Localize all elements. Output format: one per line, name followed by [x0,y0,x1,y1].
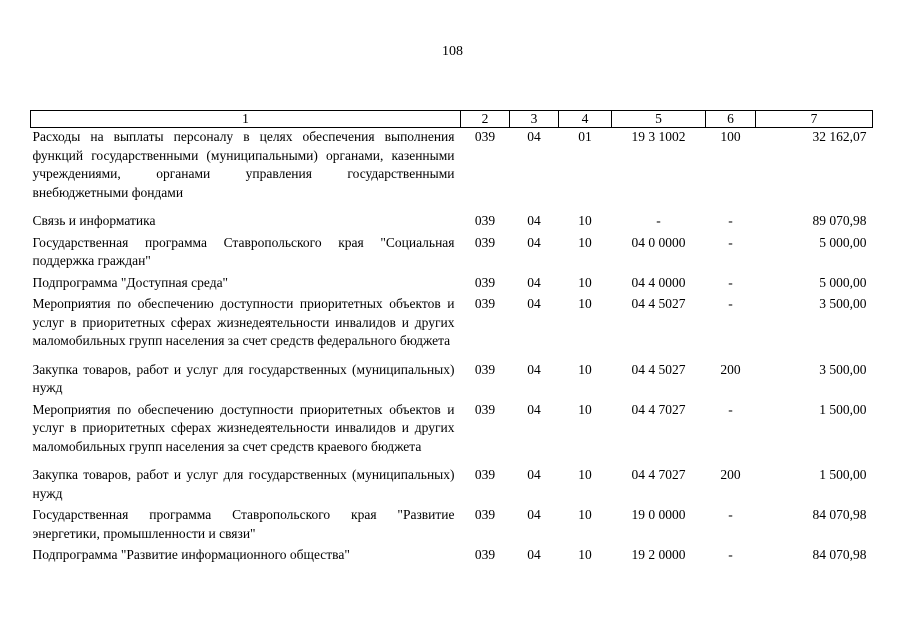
row-code-subsection: 10 [578,401,592,417]
row-code-section: 04 [527,274,541,290]
row-code-section: 04 [527,361,541,377]
row-name: Расходы на выплаты персоналу в целях обеспечения выполнения функций государственными (муниципальными) органами, казенными учреждениями, органами управления государственными внебюджетными фондами [32,129,455,200]
row-amount: 1 500,00 [819,401,867,417]
row-code-section: 04 [527,213,541,228]
row-name: Подпрограмма "Доступная среда" [32,274,229,290]
row-amount: 3 500,00 [819,361,867,377]
row-code-expense-type: - [728,234,733,250]
table-row [31,361,873,401]
row-code-subsection: 10 [578,507,592,522]
row-code-section: 04 [527,296,541,311]
row-code-expense-type: - [728,401,733,417]
table-row [31,295,873,361]
row-code-ministry: 039 [474,547,496,562]
column-header-1: 1 [31,111,461,128]
row-code-section: 04 [527,467,541,482]
row-amount: 32 162,07 [812,129,867,144]
row-name: Закупка товаров, работ и услуг для государственных (муниципальных) нужд [32,361,455,395]
table-row [31,466,873,506]
row-code-subsection: 01 [578,129,592,144]
row-code-subsection: 10 [578,234,592,250]
row-code-ministry: 039 [474,129,496,144]
row-code-target: 04 4 7027 [631,401,686,417]
row-code-target: 04 0 0000 [631,234,686,250]
budget-table [30,110,873,568]
row-amount: 84 070,98 [812,507,867,522]
column-header-6: 6 [706,111,756,128]
row-name: Связь и информатика [32,213,156,228]
row-code-expense-type: 200 [720,467,741,482]
row-code-target: 04 4 5027 [631,296,686,311]
row-code-subsection: 10 [578,547,592,562]
row-code-ministry: 039 [474,213,496,228]
row-code-subsection: 10 [578,213,592,228]
column-header-2: 2 [461,111,510,128]
row-code-target: 04 4 5027 [631,361,686,377]
row-code-section: 04 [527,547,541,562]
row-code-target: 04 4 0000 [631,274,686,290]
row-amount: 1 500,00 [819,467,867,482]
row-code-ministry: 039 [474,234,496,250]
row-amount: 5 000,00 [819,234,867,250]
row-name: Государственная программа Ставропольского края "Развитие энергетики, промышленности и связи" [32,507,455,541]
row-amount: 89 070,98 [812,213,867,228]
row-code-ministry: 039 [474,467,496,482]
row-code-ministry: 039 [474,507,496,522]
row-name: Мероприятия по обеспечению доступности приоритетных объектов и услуг в приоритетных сферах жизнедеятельности инвалидов и других маломобильных групп населения за счет средств федерального бюджета [32,296,455,348]
row-code-expense-type: - [728,296,733,311]
row-code-expense-type: - [728,213,733,228]
table-row [31,506,873,546]
row-code-expense-type: - [728,507,733,522]
row-code-target: - [656,213,661,228]
table-row [31,401,873,467]
column-header-7: 7 [756,111,873,128]
row-code-subsection: 10 [578,274,592,290]
row-name: Закупка товаров, работ и услуг для государственных (муниципальных) нужд [32,467,455,501]
row-name: Подпрограмма "Развитие информационного общества" [32,547,350,562]
table-row [31,212,873,234]
row-code-expense-type: 200 [720,361,741,377]
table-row [31,546,873,568]
row-code-section: 04 [527,401,541,417]
row-code-subsection: 10 [578,361,592,377]
row-code-subsection: 10 [578,296,592,311]
row-code-target: 04 4 7027 [631,467,686,482]
row-code-expense-type: - [728,274,733,290]
row-amount: 84 070,98 [812,547,867,562]
row-code-expense-type: 100 [720,129,741,144]
row-code-expense-type: - [728,547,733,562]
row-code-subsection: 10 [578,467,592,482]
row-code-section: 04 [527,234,541,250]
row-code-ministry: 039 [474,401,496,417]
row-code-ministry: 039 [474,296,496,311]
row-code-target: 19 0 0000 [631,507,686,522]
table-row [31,234,873,274]
table-row [31,128,873,213]
table-header-row [31,111,873,128]
page-number: 108 [442,44,463,59]
column-header-3: 3 [510,111,559,128]
row-code-ministry: 039 [474,274,496,290]
row-name: Государственная программа Ставропольского края "Социальная поддержка граждан" [32,234,455,268]
column-header-5: 5 [612,111,706,128]
row-code-section: 04 [527,129,541,144]
row-code-section: 04 [527,507,541,522]
row-code-ministry: 039 [474,361,496,377]
row-name: Мероприятия по обеспечению доступности приоритетных объектов и услуг в приоритетных сферах жизнедеятельности инвалидов и других маломобильных групп населения за счет средств краевого бюджета [32,401,455,454]
row-code-target: 19 2 0000 [631,547,686,562]
row-amount: 3 500,00 [819,296,867,311]
column-header-4: 4 [559,111,612,128]
row-amount: 5 000,00 [819,274,867,290]
table-row [31,274,873,296]
row-code-target: 19 3 1002 [631,129,686,144]
